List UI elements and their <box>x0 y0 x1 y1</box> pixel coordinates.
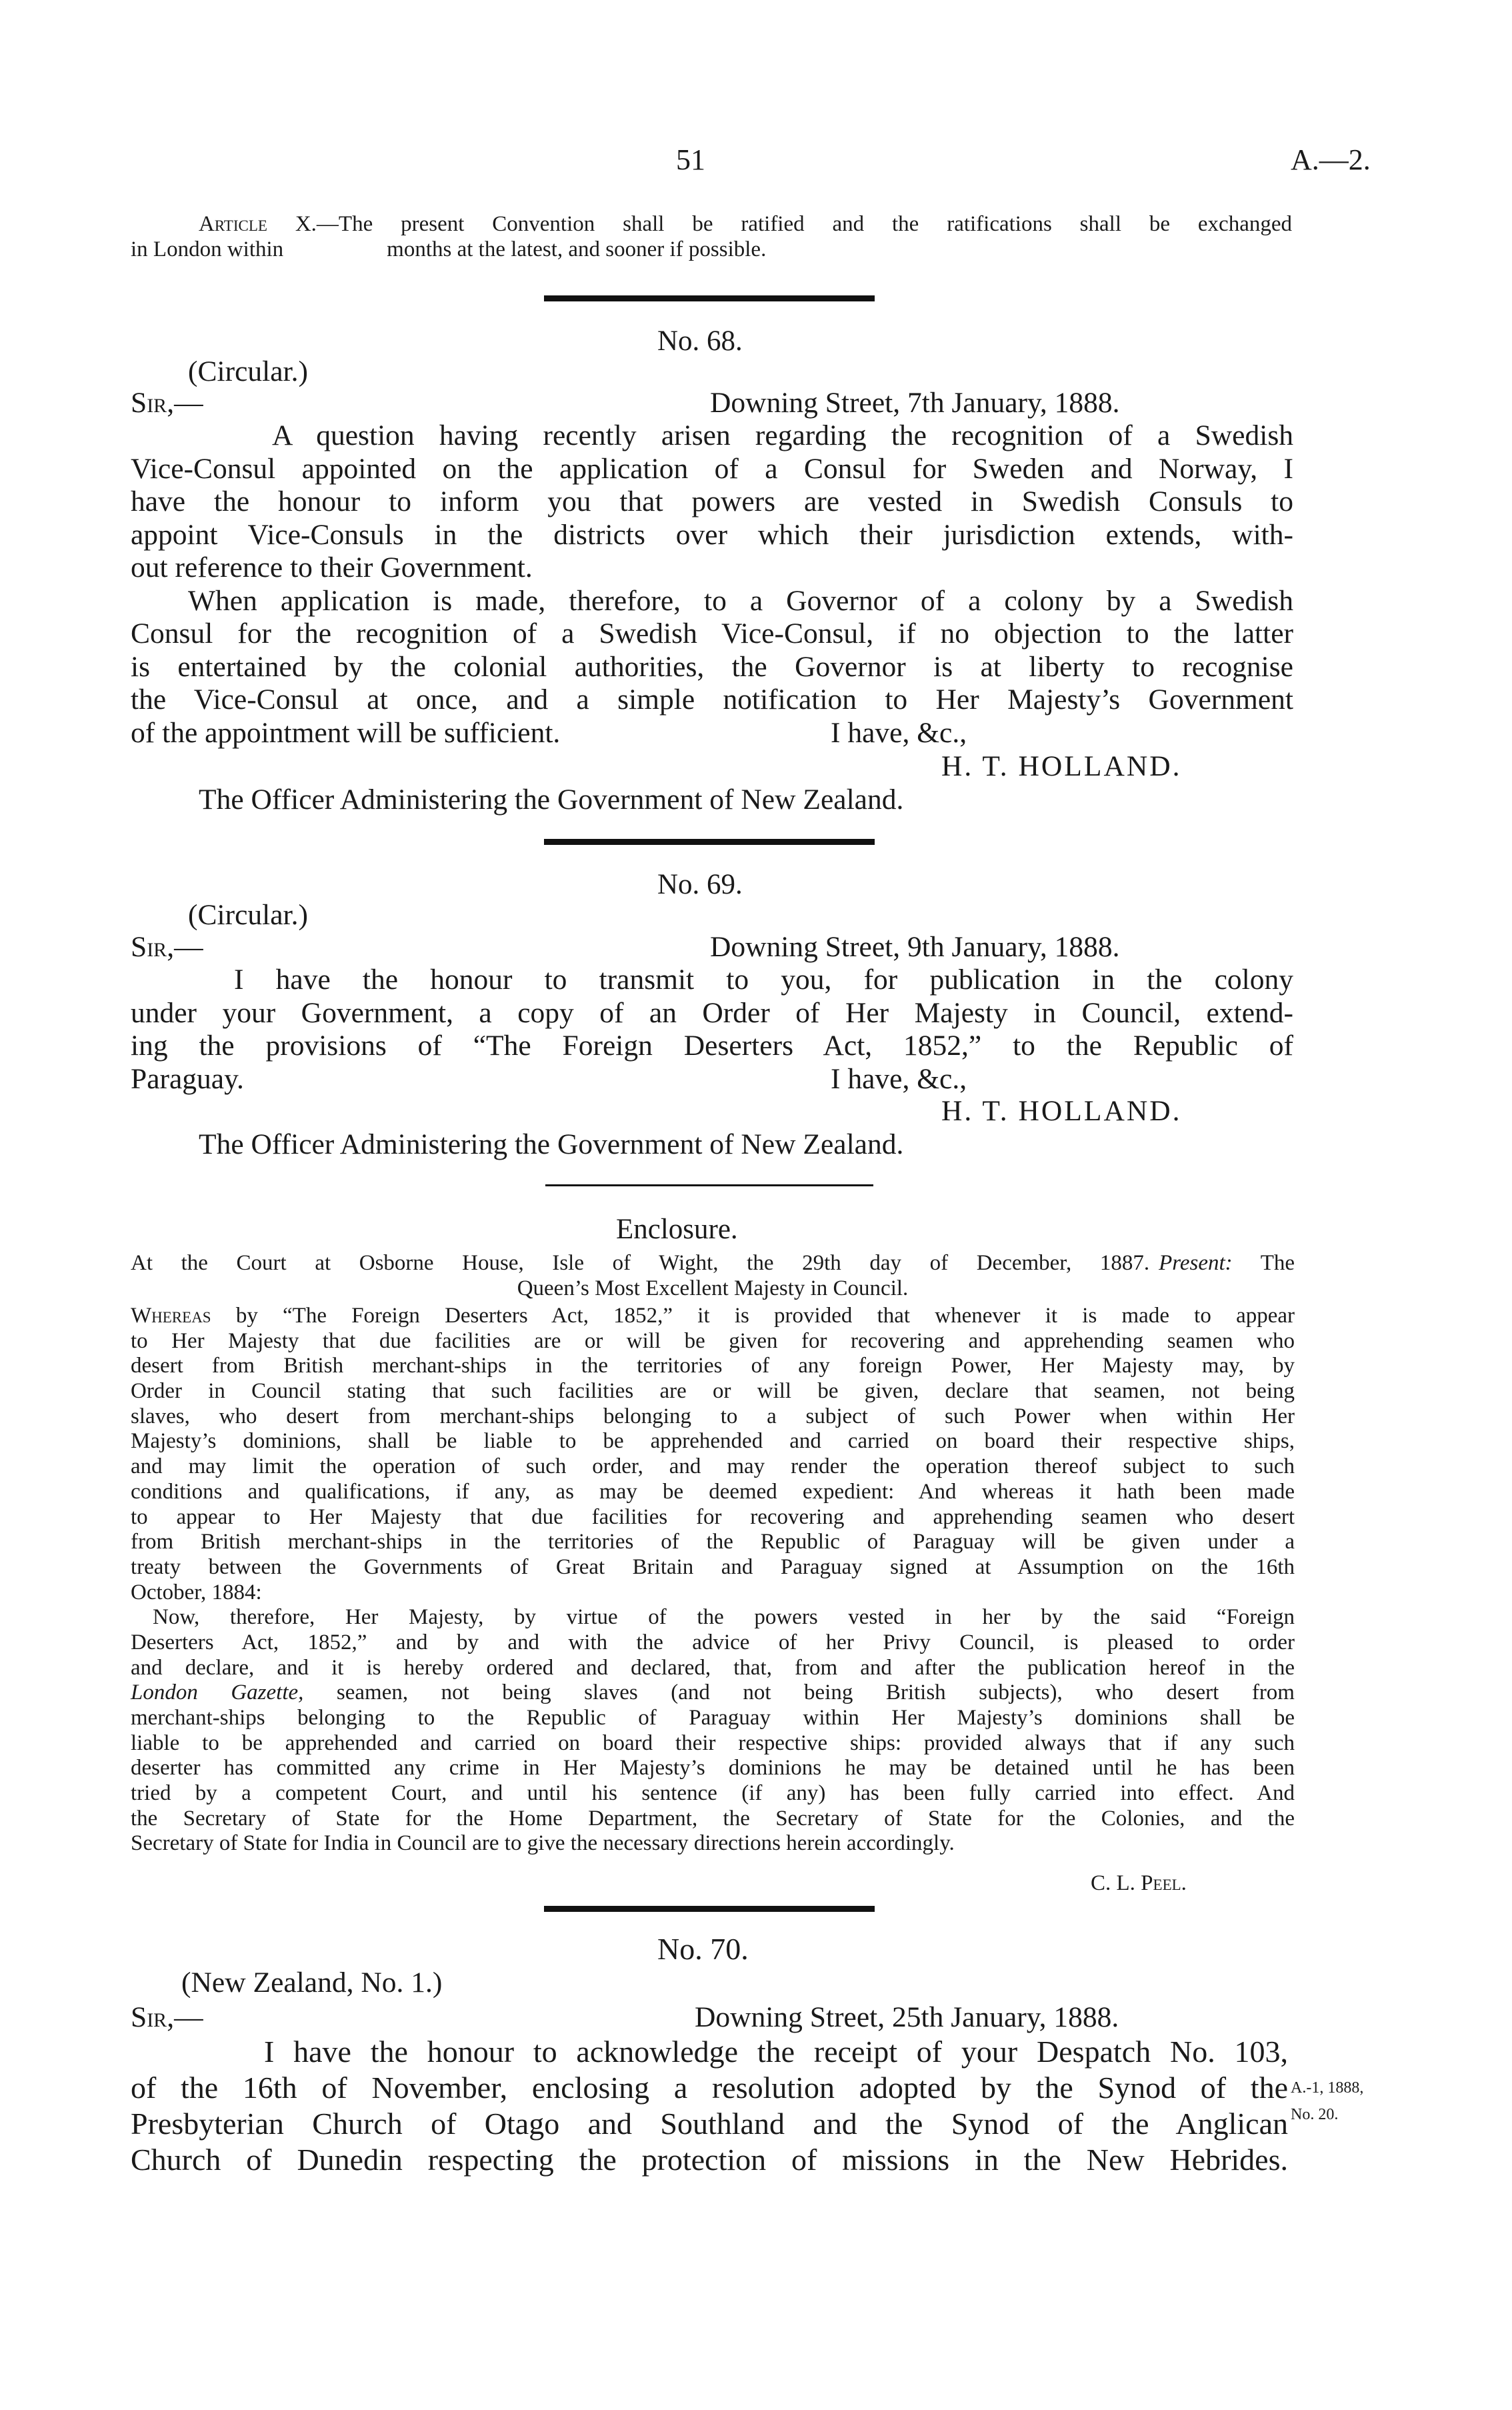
letter-70-heading: No. 70. <box>657 1932 749 1966</box>
order-line: London Gazette, seamen, not being slaves (and not being British subjects), who desert from <box>131 1680 1295 1705</box>
order-line: desert from British merchant-ships in the territories of any foreign Power, Her Majesty may, by <box>131 1354 1295 1378</box>
enclosure-order-text <box>131 1304 1295 1857</box>
letter-69-line: under your Government, a copy of an Order of Her Majesty in Council, extend- <box>131 996 1293 1029</box>
letter-69-heading: No. 69. <box>657 869 743 900</box>
margin-note-reference: A.-1, 1888, <box>1291 2079 1364 2097</box>
letter-68-body <box>131 419 1293 750</box>
letter-69-salutation: Sir,— <box>131 931 203 963</box>
letter-68-addressee: The Officer Administering the Government of New Zealand. <box>199 784 904 816</box>
letter-69-addressee: The Officer Administering the Government of New Zealand. <box>199 1128 904 1160</box>
order-line: liable to be apprehended and carried on board their respective ships: provided always that if any such <box>131 1730 1295 1755</box>
letter-68-line: Vice-Consul appointed on the application of a Consul for Sweden and Norway, I <box>131 452 1293 485</box>
paper-reference: A.—2. <box>1291 143 1371 176</box>
section-divider <box>544 1906 875 1912</box>
enclosure-signature: C. L. Peel. <box>1091 1871 1187 1895</box>
order-line: merchant-ships belonging to the Republic of Paraguay within Her Majesty’s dominions shall be <box>131 1706 1295 1730</box>
letter-70-line: I have the honour to acknowledge the receipt of your Despatch No. 103, <box>264 2035 1288 2069</box>
letter-68-line: out reference to their Government. <box>131 551 533 583</box>
section-divider <box>545 1184 873 1186</box>
order-line: from British merchant-ships in the territories of the Republic of Paraguay will be given under a <box>131 1530 1295 1554</box>
order-line: to Her Majesty that due facilities are or will be given for recovering and apprehending seamen who <box>131 1328 1295 1353</box>
order-line: the Secretary of State for the Home Department, the Secretary of State for the Colonies, and the <box>131 1806 1295 1831</box>
letter-69-line: ing the provisions of “The Foreign Deserters Act, 1852,” to the Republic of <box>131 1030 1293 1062</box>
letter-68-line: A question having recently arisen regarding the recognition of a Swedish <box>272 419 1293 451</box>
letter-68-salutation: Sir,— <box>131 387 203 419</box>
letter-70-line: Church of Dunedin respecting the protection of missions in the New Hebrides. <box>131 2143 1288 2177</box>
article-x <box>131 212 1292 262</box>
letter-70-body <box>131 2034 1288 2178</box>
article-x-line-2: in London within months at the latest, and sooner if possible. <box>131 237 767 261</box>
order-line: tried by a competent Court, and until his sentence (if any) has been fully carried into effect. And <box>131 1781 1295 1806</box>
letter-68-line: Consul for the recognition of a Swedish Vice-Consul, if no objection to the latter <box>131 618 1293 650</box>
order-line: Order in Council stating that such facilities are or will be given, declare that seamen, not being <box>131 1379 1295 1404</box>
order-line: and declare, and it is hereby ordered and declared, that, from and after the publication hereof in the <box>131 1655 1295 1680</box>
letter-69-signature: H. T. HOLLAND. <box>941 1095 1182 1127</box>
order-line: and may limit the operation of such order, and may render the operation thereof subject to such <box>131 1454 1295 1479</box>
enclosure-court-header <box>131 1251 1295 1301</box>
letter-68-dateline: Downing Street, 7th January, 1888. <box>710 387 1120 419</box>
letter-69-closing: I have, &c., <box>831 1062 967 1095</box>
article-x-line-1: Article X.—The present Convention shall be ratified and the ratifications shall be exchanged <box>199 212 1292 236</box>
letter-68-closing: I have, &c., <box>831 716 967 749</box>
letter-68-line: of the appointment will be sufficient. I have, &c., <box>131 716 967 749</box>
letter-68-line: is entertained by the colonial authorities, the Governor is at liberty to recognise <box>131 650 1293 683</box>
letter-69-body <box>131 964 1293 1096</box>
letter-68-signature: H. T. HOLLAND. <box>941 750 1182 782</box>
section-divider <box>544 295 875 301</box>
letter-70-line: Presbyterian Church of Otago and Southland and the Synod of the Anglican <box>131 2107 1288 2141</box>
court-line-2: Queen’s Most Excellent Majesty in Council. <box>517 1276 909 1300</box>
order-line: Now, therefore, Her Majesty, by virtue of the powers vested in her by the said “Foreign <box>153 1605 1295 1630</box>
order-line: to appear to Her Majesty that due facilities for recovering and apprehending seamen who desert <box>131 1504 1295 1529</box>
letter-69-line: Paraguay. I have, &c., <box>131 1062 967 1095</box>
letter-70-line: of the 16th of November, enclosing a resolution adopted by the Synod of the <box>131 2071 1288 2105</box>
order-line: October, 1884: <box>131 1580 262 1604</box>
section-divider <box>544 839 875 845</box>
letter-68-line: appoint Vice-Consuls in the districts over which their jurisdiction extends, with- <box>131 518 1293 551</box>
letter-69-circular: (Circular.) <box>188 899 308 931</box>
letter-68-heading: No. 68. <box>657 325 743 357</box>
letter-68-line: the Vice-Consul at once, and a simple notification to Her Majesty’s Government <box>131 684 1293 716</box>
letter-70-salutation: Sir,— <box>131 2001 203 2033</box>
document-page <box>131 0 1384 2410</box>
enclosure-heading: Enclosure. <box>616 1214 738 1245</box>
order-line: deserter has committed any crime in Her Majesty’s dominions he may be detained until he has been <box>131 1756 1295 1780</box>
court-line-1: At the Court at Osborne House, Isle of Wight, the 29th day of December, 1887. Present: The <box>131 1251 1295 1275</box>
margin-note-number: No. 20. <box>1291 2106 1339 2123</box>
order-line: Majesty’s dominions, shall be liable to be apprehended and carried on board their respective ships, <box>131 1429 1295 1454</box>
letter-69-dateline: Downing Street, 9th January, 1888. <box>710 931 1120 963</box>
order-line: treaty between the Governments of Great Britain and Paraguay signed at Assumption on the 16th <box>131 1554 1295 1579</box>
order-line: conditions and qualifications, if any, as may be deemed expedient: And whereas it hath been made <box>131 1479 1295 1504</box>
letter-70-reference: (New Zealand, No. 1.) <box>181 1967 443 1999</box>
letter-68-circular: (Circular.) <box>188 355 308 387</box>
letter-68-line: have the honour to inform you that powers are vested in Swedish Consuls to <box>131 485 1293 517</box>
letter-70-dateline: Downing Street, 25th January, 1888. <box>695 2001 1119 2033</box>
order-line: Whereas by “The Foreign Deserters Act, 1852,” it is provided that whenever it is made to appear <box>131 1304 1295 1328</box>
page-number: 51 <box>676 143 705 176</box>
order-line: slaves, who desert from merchant-ships belonging to a subject of such Power when within Her <box>131 1404 1295 1428</box>
letter-69-line: I have the honour to transmit to you, for publication in the colony <box>234 964 1293 996</box>
order-line: Deserters Act, 1852,” and by and with the advice of her Privy Council, is pleased to order <box>131 1630 1295 1654</box>
letter-68-line: When application is made, therefore, to a Governor of a colony by a Swedish <box>188 584 1293 617</box>
order-line: Secretary of State for India in Council are to give the necessary directions herein accordingly. <box>131 1831 955 1856</box>
